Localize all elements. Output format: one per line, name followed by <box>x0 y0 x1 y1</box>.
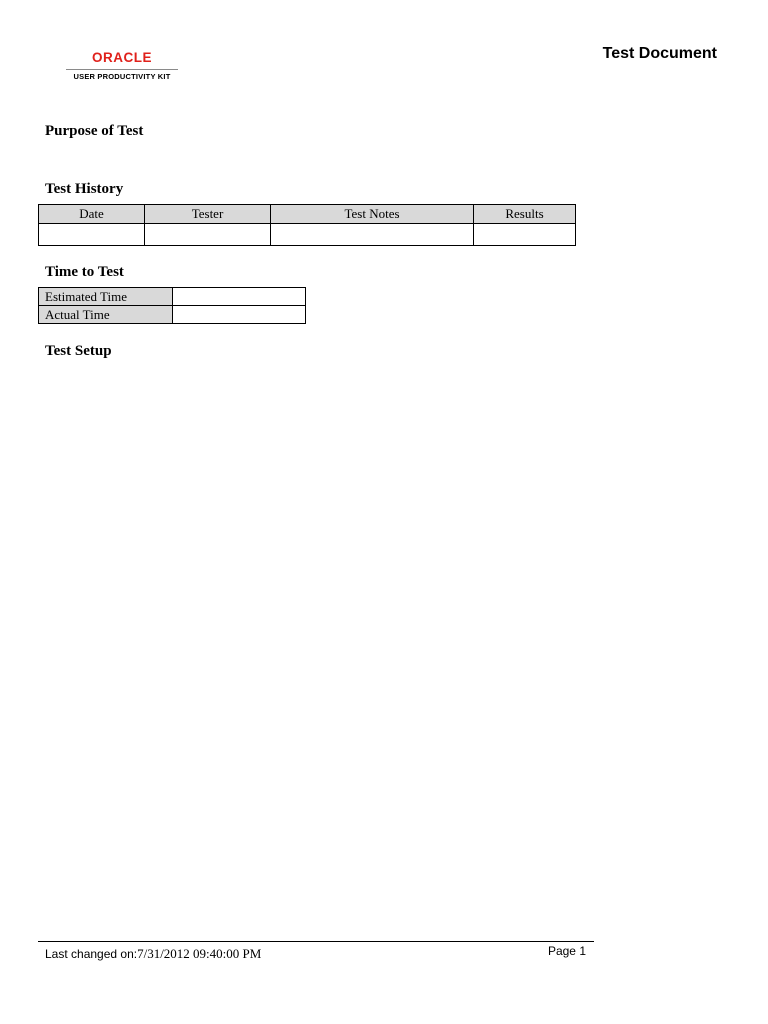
document-title: Test Document <box>602 45 717 62</box>
last-changed <box>45 946 261 962</box>
oracle-upk-logo <box>66 50 178 82</box>
table-row <box>39 288 306 306</box>
estimated-time-label: Estimated Time <box>39 288 173 306</box>
table-row <box>39 224 576 246</box>
last-changed-value: 7/31/2012 09:40:00 PM <box>137 946 262 961</box>
heading-time-to-test: Time to Test <box>45 264 124 280</box>
heading-test-history: Test History <box>45 181 124 197</box>
actual-time-value <box>173 306 306 324</box>
last-changed-label: Last changed on: <box>45 947 138 961</box>
logo-divider <box>66 69 178 70</box>
column-header-date: Date <box>39 205 145 224</box>
test-history-table <box>38 204 576 246</box>
cell-date <box>39 224 145 246</box>
table-header-row <box>39 205 576 224</box>
table-row <box>39 306 306 324</box>
cell-results <box>474 224 576 246</box>
cell-test-notes <box>271 224 474 246</box>
column-header-tester: Tester <box>145 205 271 224</box>
page-footer <box>38 941 594 961</box>
logo-brand: ORACLE <box>92 50 152 65</box>
estimated-time-value <box>173 288 306 306</box>
column-header-results: Results <box>474 205 576 224</box>
actual-time-label: Actual Time <box>39 306 173 324</box>
heading-purpose: Purpose of Test <box>45 123 144 139</box>
cell-tester <box>145 224 271 246</box>
page-number: Page 1 <box>547 944 586 958</box>
heading-test-setup: Test Setup <box>45 343 112 359</box>
column-header-test-notes: Test Notes <box>271 205 474 224</box>
time-to-test-table <box>38 287 306 324</box>
logo-product-name: USER PRODUCTIVITY KIT <box>73 72 171 81</box>
